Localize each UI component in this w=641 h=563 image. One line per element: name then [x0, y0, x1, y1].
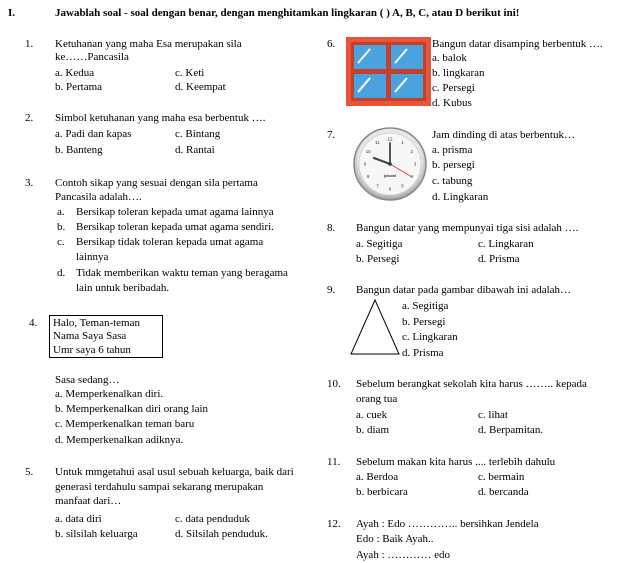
clock-numeral: 3 [413, 161, 417, 167]
q8-option-a[interactable]: a. Segitiga [356, 238, 403, 250]
intro-box-line1: Halo, Teman-teman [53, 317, 140, 329]
q6-option-d[interactable]: d. Kubus [432, 97, 472, 109]
q12-line1: Ayah : Edo ………….. bersihkan Jendela [356, 518, 539, 530]
q6-option-b[interactable]: b. lingkaran [432, 67, 485, 79]
q8-option-d[interactable]: d. Prisma [478, 253, 520, 265]
intro-box-line3: Umr saya 6 tahun [53, 344, 131, 356]
q10-line1: Sebelum berangkat sekolah kita harus …….. kepada [356, 378, 587, 390]
q9-option-d[interactable]: d. Prisma [402, 347, 444, 359]
instruction: Jawablah soal - soal dengan benar, dengan menghitamkan lingkaran ( ) A, B, C, atau D berikut ini! [55, 7, 520, 19]
q10-number: 10. [327, 378, 341, 390]
q1-line2: ke……Pancasila [55, 51, 129, 63]
q9-option-a[interactable]: a. Segitiga [402, 300, 449, 312]
clock-numeral: 9 [363, 161, 367, 167]
q2-option-b[interactable]: b. Banteng [55, 144, 103, 156]
q5-line3: manfaat dari… [55, 495, 122, 507]
q11-text: Sebelum makan kita harus .... terlebih dahulu [356, 456, 556, 468]
q1-line1: Ketuhanan yang maha Esa merupakan sila [55, 38, 242, 50]
q10-option-d[interactable]: d. Berpamitan. [478, 424, 544, 436]
q11-option-a[interactable]: a. Berdoa [356, 471, 399, 483]
q3-option-c-line1[interactable]: Bersikap tidak toleran kepada umat agama [76, 236, 264, 248]
q12-line3: Ayah : ………… edo [356, 549, 451, 561]
q2-option-a[interactable]: a. Padi dan kapas [55, 128, 132, 140]
section-number: I. [8, 7, 16, 19]
q2-option-d[interactable]: d. Rantai [175, 144, 215, 156]
triangle-image [349, 298, 401, 356]
q9-option-b[interactable]: b. Persegi [402, 316, 446, 328]
clock-numeral: 11 [375, 139, 380, 145]
q1-option-b[interactable]: b. Pertama [55, 81, 103, 93]
q4-option-c[interactable]: c. Memperkenalkan teman baru [55, 418, 195, 430]
q9-option-c[interactable]: c. Lingkaran [402, 331, 458, 343]
q1-number: 1. [25, 38, 34, 50]
q10-option-a[interactable]: a. cuek [356, 409, 388, 421]
q7-number: 7. [327, 129, 336, 141]
clock-numeral: 7 [376, 183, 379, 189]
q12-line2: Edo : Baik Ayah.. [356, 533, 434, 545]
q2-text: Simbol ketuhanan yang maha esa berbentuk …. [55, 112, 266, 124]
q11-option-c[interactable]: c. bermain [478, 471, 525, 483]
q3-line2: Pancasila adalah…. [55, 191, 142, 203]
q3-letter-d: d. [57, 267, 66, 279]
intro-box-line2: Nama Saya Sasa [53, 330, 127, 342]
window-image [346, 37, 431, 106]
q6-text: Bangun datar disamping berbentuk …. [432, 38, 603, 50]
clock-numeral: 12 [387, 136, 393, 142]
q11-option-d[interactable]: d. bercanda [478, 486, 529, 498]
clock-numeral: 8 [367, 174, 370, 180]
q7-option-d[interactable]: d. Lingkaran [432, 191, 489, 203]
q5-option-a[interactable]: a. data diri [55, 513, 102, 525]
q3-option-a[interactable]: Bersikap toleran kepada umat agama lainnya [76, 206, 274, 218]
q3-option-c-line2[interactable]: lainnya [76, 251, 109, 263]
q1-option-d[interactable]: d. Keempat [175, 81, 226, 93]
q6-option-c[interactable]: c. Persegi [432, 82, 475, 94]
q3-option-d-line1[interactable]: Tidak memberikan waktu teman yang beragama [76, 267, 288, 279]
q4-option-d[interactable]: d. Memperkenalkan adiknya. [55, 434, 184, 446]
q3-option-d-line2[interactable]: lain untuk beribadah. [76, 282, 170, 294]
clock-numeral: 1 [401, 139, 404, 145]
q4-option-a[interactable]: a. Memperkenalkan diri. [55, 388, 164, 400]
q9-number: 9. [327, 284, 336, 296]
q6-number: 6. [327, 38, 336, 50]
q3-line1: Contoh sikap yang sesuai dengan sila pertama [55, 177, 258, 189]
q11-option-b[interactable]: b. berbicara [356, 486, 408, 498]
q8-option-c[interactable]: c. Lingkaran [478, 238, 534, 250]
q2-option-c[interactable]: c. Bintang [175, 128, 221, 140]
q10-option-c[interactable]: c. lihat [478, 409, 508, 421]
clock-numeral: 5 [401, 183, 404, 189]
clock-numeral: 10 [365, 149, 371, 155]
q1-option-c[interactable]: c. Keti [175, 67, 205, 79]
q10-line2: orang tua [356, 393, 398, 405]
q3-number: 3. [25, 177, 34, 189]
q7-text: Jam dinding di atas berbentuk… [432, 129, 575, 141]
q3-letter-b: b. [57, 221, 66, 233]
clock-numeral: 2 [410, 149, 413, 155]
q3-option-b[interactable]: Bersikap toleran kepada umat agama sendiri. [76, 221, 274, 233]
q5-option-b[interactable]: b. silsilah keluarga [55, 528, 138, 540]
q8-text: Bangun datar yang mempunyai tiga sisi adalah …. [356, 222, 579, 234]
q5-line1: Untuk mmgetahui asal usul sebuah keluarga, baik dari [55, 466, 294, 478]
q8-option-b[interactable]: b. Persegi [356, 253, 400, 265]
q3-letter-a: a. [57, 206, 65, 218]
q5-option-c[interactable]: c. data penduduk [175, 513, 250, 525]
q4-option-b[interactable]: b. Memperkenalkan diri orang lain [55, 403, 209, 415]
clock-numeral: 6 [388, 186, 392, 192]
q5-line2: generasi terdahulu sampai sekarang merupakan [55, 481, 264, 493]
q7-option-a[interactable]: a. prisma [432, 144, 473, 156]
q4-number: 4. [29, 317, 38, 329]
q7-option-b[interactable]: b. persegi [432, 159, 475, 171]
q3-letter-c: c. [57, 236, 65, 248]
q9-text: Bangun datar pada gambar dibawah ini adalah… [356, 284, 572, 296]
q12-number: 12. [327, 518, 341, 530]
q1-option-a[interactable]: a. Kedua [55, 67, 95, 79]
q2-number: 2. [25, 112, 34, 124]
q6-option-a[interactable]: a. balok [432, 52, 467, 64]
q5-number: 5. [25, 466, 34, 478]
q11-number: 11. [327, 456, 341, 468]
q4-text: Sasa sedang… [55, 374, 120, 386]
q10-option-b[interactable]: b. diam [356, 424, 389, 436]
q8-number: 8. [327, 222, 336, 234]
clock-image [350, 127, 430, 201]
q7-option-c[interactable]: c. tabung [432, 175, 473, 187]
clock-brand: jokowi [383, 173, 397, 178]
q5-option-d[interactable]: d. Silsilah penduduk. [175, 528, 268, 540]
